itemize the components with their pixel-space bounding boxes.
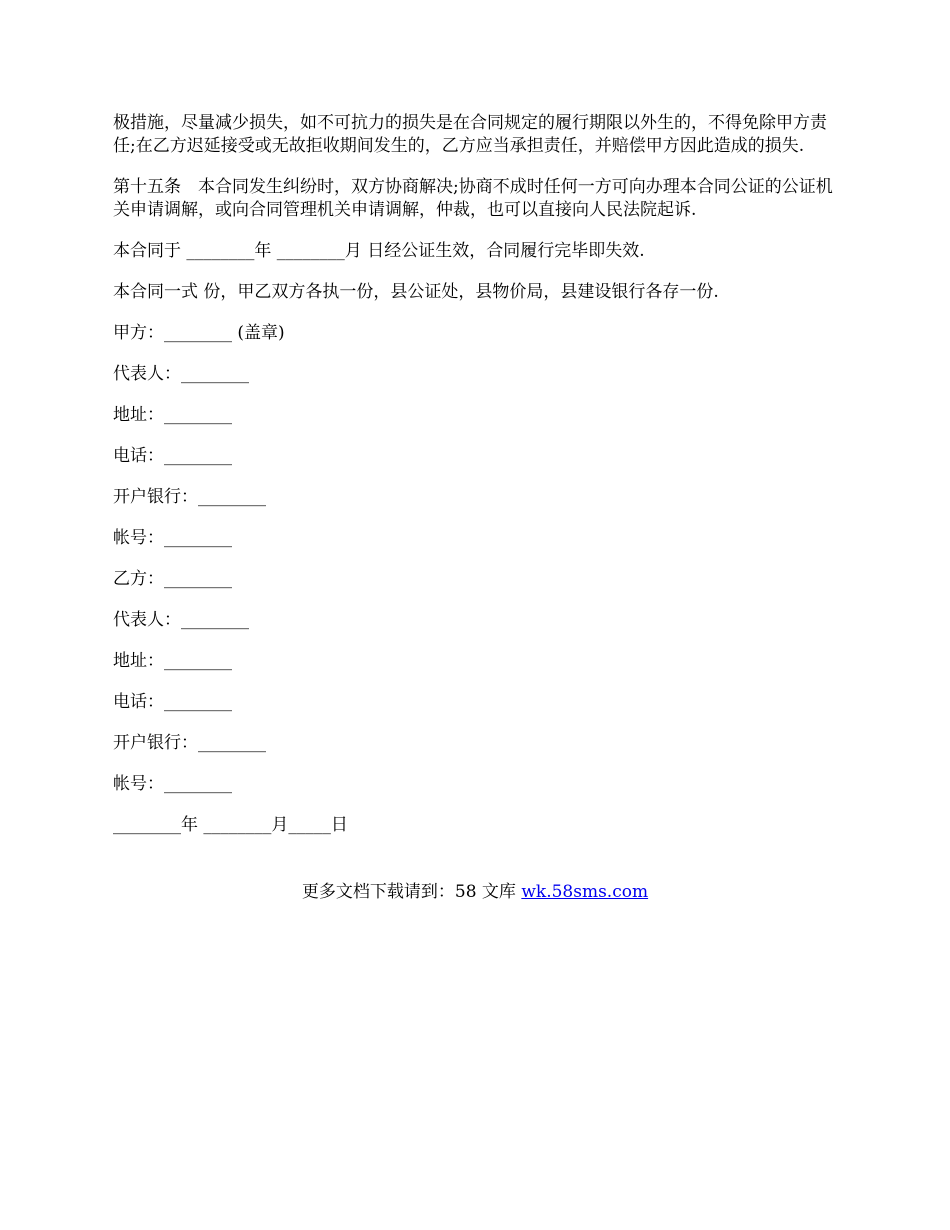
party-a-bank: 开户银行：________ (113, 487, 266, 507)
party-b-phone: 电话：________ (113, 692, 232, 712)
paragraph-force-majeure: 极措施，尽量减少损失，如不可抗力的损失是在合同规定的履行期限以外生的，不得免除甲方责任;在乙方迟延接受或无故拒收期间发生的，乙方应当承担责任，并赔偿甲方因此造成的损失. (113, 113, 827, 156)
document-body (113, 112, 843, 855)
party-a-phone: 电话：________ (113, 446, 232, 466)
paragraph-effective-date: 本合同于 ________年 ________月 日经公证生效，合同履行完毕即失效. (113, 241, 645, 261)
paragraph-copies: 本合同一式 份，甲乙双方各执一份，县公证处，县物价局，县建设银行各存一份. (113, 282, 719, 302)
party-b-account: 帐号：________ (113, 774, 232, 794)
party-a-representative: 代表人：________ (113, 364, 249, 384)
footer-link[interactable]: wk.58sms.com (521, 882, 649, 902)
signing-date-line: ________年 ________月_____日 (113, 815, 348, 835)
party-b-representative: 代表人：________ (113, 610, 249, 630)
party-b-bank: 开户银行：________ (113, 733, 266, 753)
party-b-line: 乙方：________ (113, 569, 232, 589)
download-footer (0, 881, 950, 904)
party-b-address: 地址：________ (113, 651, 232, 671)
party-a-line: 甲方：________ (盖章) (113, 323, 285, 343)
footer-text: 更多文档下载请到：58 文库 (301, 882, 522, 902)
party-a-account: 帐号：________ (113, 528, 232, 548)
party-a-address: 地址：________ (113, 405, 232, 425)
paragraph-article-15: 第十五条 本合同发生纠纷时，双方协商解决;协商不成时任何一方可向办理本合同公证的公证机关申请调解，或向合同管理机关申请调解，仲裁，也可以直接向人民法院起诉. (113, 177, 833, 220)
